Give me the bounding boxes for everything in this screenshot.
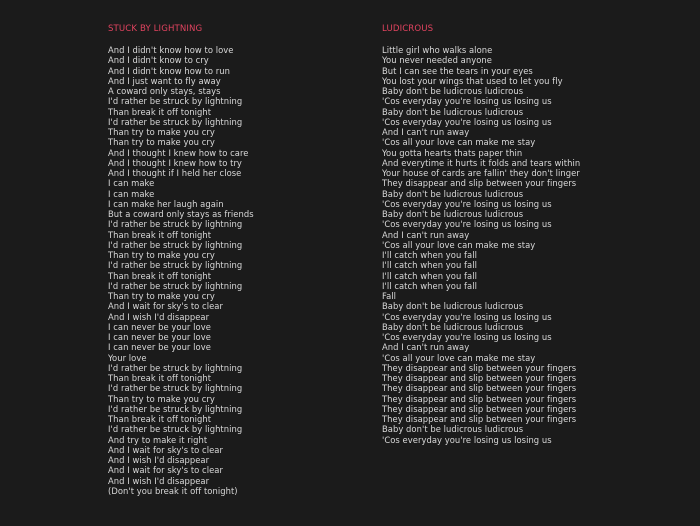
lyric-line: Than try to make you cry — [108, 393, 215, 404]
lyric-line: And I can't run away — [382, 229, 470, 240]
lyric-line: Than break it off tonight — [108, 106, 212, 117]
lyric-line: 'Cos everyday you're losing us losing us — [382, 311, 552, 322]
lyric-line: Baby don't be ludicrous ludicrous — [382, 86, 524, 96]
lyric-line: You gotta hearts thats paper thin — [382, 147, 523, 158]
lyric-line: I'd rather be struck by lightning — [108, 116, 243, 127]
lyric-line: I'll catch when you fall — [382, 250, 477, 260]
lyric-line: Than break it off tonight — [108, 229, 212, 240]
lyric-line: And I thought I knew how to care — [108, 147, 249, 158]
lyric-line: I'd rather be struck by lightning — [108, 403, 243, 414]
lyric-line: And I wish I'd disappear — [108, 475, 210, 486]
lyric-line: Than break it off tonight — [108, 414, 212, 424]
song-stuck-by-lightning — [108, 24, 358, 496]
lyric-line: 'Cos all your love can make me stay — [382, 352, 536, 363]
lyric-line: I'd rather be struck by lightning — [108, 383, 243, 394]
lyric-line: 'Cos everyday you're losing us losing us — [382, 219, 552, 230]
lyric-line: And I can't run away — [382, 342, 470, 353]
song-ludicrous — [382, 24, 682, 445]
lyric-line: 'Cos everyday you're losing us losing us — [382, 116, 552, 127]
lyric-line: I'd rather be struck by lightning — [108, 239, 243, 250]
song-title-right: LUDICROUS — [382, 24, 434, 34]
lyric-line: And I wish I'd disappear — [108, 311, 210, 322]
lyric-line: They disappear and slip between your fingers — [382, 414, 577, 424]
lyric-line: But a coward only stays as friends — [108, 209, 254, 219]
lyric-line: Than try to make you cry — [108, 137, 215, 148]
lyric-line: Than try to make you cry — [108, 291, 215, 301]
lyric-line: And I didn't know how to love — [108, 45, 234, 55]
lyric-line: And I thought if I held her close — [108, 168, 242, 178]
lyric-line: I'll catch when you fall — [382, 280, 477, 291]
lyric-line: And I just want to fly away — [108, 75, 221, 86]
lyric-line: And I can't run away — [382, 127, 470, 137]
lyric-line: 'Cos everyday you're losing us losing us — [382, 198, 552, 209]
lyric-line: Than break it off tonight — [108, 270, 212, 281]
lyric-line: Fall — [382, 291, 397, 301]
lyric-line: (Don't you break it off tonight) — [108, 485, 238, 496]
lyric-line: And I didn't know to cry — [108, 55, 209, 66]
lyric-line: I can never be your love — [108, 321, 211, 332]
lyric-line: I can never be your love — [108, 332, 211, 342]
lyric-line: 'Cos all your love can make me stay — [382, 239, 536, 250]
lyric-line: And I wish I'd disappear — [108, 455, 210, 465]
lyric-line: Baby don't be ludicrous ludicrous — [382, 424, 524, 435]
lyric-line: But I can see the tears in your eyes — [382, 65, 533, 76]
lyric-line: I can never be your love — [108, 342, 211, 353]
lyric-line: I'd rather be struck by lightning — [108, 280, 243, 291]
lyric-line: Than try to make you cry — [108, 250, 215, 260]
lyric-line: And I thought I knew how to try — [108, 157, 242, 168]
lyric-line: I can make — [108, 178, 155, 189]
lyric-line: They disappear and slip between your fingers — [382, 383, 577, 394]
lyric-line: I'd rather be struck by lightning — [108, 424, 243, 435]
lyric-line: Baby don't be ludicrous ludicrous — [382, 106, 524, 117]
lyric-line: I'd rather be struck by lightning — [108, 260, 243, 271]
lyric-line: I'd rather be struck by lightning — [108, 362, 243, 373]
lyric-line: Little girl who walks alone — [382, 45, 493, 55]
lyric-line: Than try to make you cry — [108, 127, 215, 137]
lyric-line: You never needed anyone — [382, 55, 492, 66]
lyric-line: Your love — [108, 352, 147, 363]
lyric-line: And I wait for sky's to clear — [108, 444, 223, 455]
lyric-line: And everytime it hurts it folds and tears within — [382, 157, 581, 168]
lyric-line: They disappear and slip between your fingers — [382, 178, 577, 189]
lyric-line: I'd rather be struck by lightning — [108, 96, 243, 107]
lyric-line: Baby don't be ludicrous ludicrous — [382, 301, 524, 312]
lyric-line: They disappear and slip between your fingers — [382, 373, 577, 383]
lyric-line: Than break it off tonight — [108, 373, 212, 383]
lyric-line: I can make — [108, 188, 155, 199]
lyric-line: Baby don't be ludicrous ludicrous — [382, 209, 524, 219]
lyric-line: A coward only stays, stays — [108, 86, 221, 96]
lyric-line: And I wait for sky's to clear — [108, 301, 223, 312]
lyric-line: 'Cos everyday you're losing us losing us — [382, 434, 552, 445]
lyric-line: Baby don't be ludicrous ludicrous — [382, 321, 524, 332]
lyric-line: They disappear and slip between your fingers — [382, 403, 577, 414]
lyric-line: I'd rather be struck by lightning — [108, 219, 243, 230]
lyric-line: You lost your wings that used to let you fly — [382, 75, 563, 86]
lyrics-list-left — [108, 45, 358, 496]
lyric-line: And I didn't know how to run — [108, 65, 230, 76]
lyric-line: And try to make it right — [108, 434, 208, 445]
lyric-line: They disappear and slip between your fingers — [382, 362, 577, 373]
lyric-line: I'll catch when you fall — [382, 270, 477, 281]
song-title-left: STUCK BY LIGHTNING — [108, 24, 203, 34]
lyric-line: They disappear and slip between your fingers — [382, 393, 577, 404]
lyric-line: 'Cos everyday you're losing us losing us — [382, 332, 552, 342]
lyric-line: 'Cos all your love can make me stay — [382, 137, 536, 148]
lyric-line: I'll catch when you fall — [382, 260, 477, 271]
lyric-line: 'Cos everyday you're losing us losing us — [382, 96, 552, 107]
lyric-line: And I wait for sky's to clear — [108, 465, 223, 476]
lyrics-list-right — [382, 45, 682, 445]
lyric-line: Baby don't be ludicrous ludicrous — [382, 188, 524, 199]
lyric-line: I can make her laugh again — [108, 198, 224, 209]
lyric-line: Your house of cards are fallin' they don't linger — [382, 168, 580, 178]
